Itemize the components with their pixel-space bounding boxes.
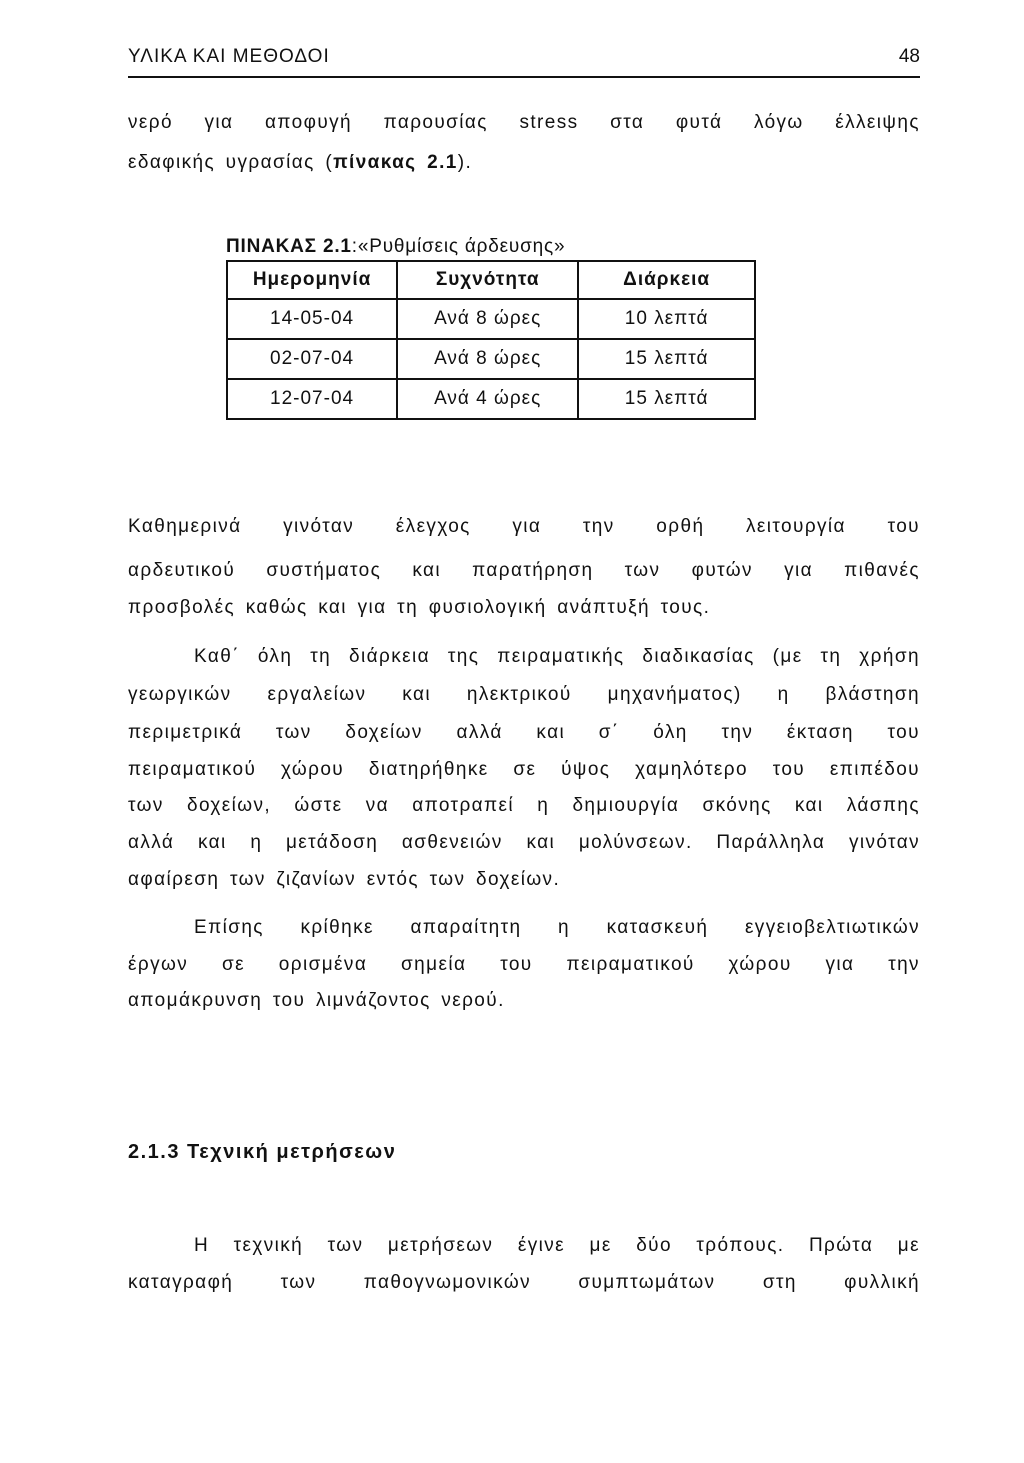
para4-line3: απομάκρυνση του λιμνάζοντος νερού. bbox=[128, 990, 505, 1011]
word: φυλλική bbox=[844, 1272, 920, 1293]
word: Καθ΄ bbox=[194, 646, 240, 667]
word: ασθενειών bbox=[401, 832, 503, 853]
word: των bbox=[624, 560, 661, 581]
word: σε bbox=[513, 759, 537, 780]
para2-line1 bbox=[128, 516, 920, 538]
cell-date: 14-05-04 bbox=[227, 299, 397, 339]
word: πειραματικού bbox=[128, 759, 257, 780]
word: δοχείων bbox=[345, 722, 423, 743]
table-reference: πίνακας 2.1 bbox=[333, 152, 458, 173]
word: εγγειοβελτιωτικών bbox=[744, 917, 920, 938]
word: Παράλληλα bbox=[716, 832, 826, 853]
word: και bbox=[526, 832, 556, 853]
word: κατασκευή bbox=[606, 917, 709, 938]
word: μηχανήματος) bbox=[607, 684, 742, 705]
word: όλη bbox=[653, 722, 688, 743]
word: έλλειψης bbox=[835, 112, 920, 133]
word: δύο bbox=[636, 1235, 672, 1256]
word: ύψος bbox=[561, 759, 611, 780]
word: κρίθηκε bbox=[300, 917, 374, 938]
word: η bbox=[777, 684, 790, 705]
word: με bbox=[589, 1235, 612, 1256]
word: τεχνική bbox=[233, 1235, 304, 1256]
para4-line2 bbox=[128, 954, 920, 976]
word: ορισμένα bbox=[278, 954, 368, 975]
word: διάρκεια bbox=[349, 646, 430, 667]
para1-line2-text: εδαφικής υγρασίας ( bbox=[128, 152, 334, 173]
word: η bbox=[537, 795, 550, 816]
cell-date: 02-07-04 bbox=[227, 339, 397, 379]
header-duration: Διάρκεια bbox=[578, 261, 755, 299]
word: πιθανές bbox=[844, 560, 920, 581]
word: αρδευτικού bbox=[128, 560, 236, 581]
word: τη bbox=[310, 646, 332, 667]
para3-line2 bbox=[128, 684, 920, 706]
word: με bbox=[897, 1235, 920, 1256]
para5-line2 bbox=[128, 1272, 920, 1294]
word: γινόταν bbox=[848, 832, 920, 853]
word: ηλεκτρικού bbox=[466, 684, 572, 705]
para1-line1 bbox=[128, 112, 920, 134]
word: και bbox=[536, 722, 566, 743]
cell-frequency: Ανά 8 ώρες bbox=[397, 339, 578, 379]
para3-line5 bbox=[128, 795, 920, 817]
word: διατηρήθηκε bbox=[368, 759, 489, 780]
word: stress bbox=[519, 112, 579, 133]
table-row bbox=[227, 339, 755, 379]
header-date: Ημερομηνία bbox=[227, 261, 397, 299]
word: δημιουργία bbox=[572, 795, 680, 816]
table-caption bbox=[226, 236, 565, 258]
word: η bbox=[558, 917, 571, 938]
word: αποτραπεί bbox=[412, 795, 515, 816]
word: παθογνωμονικών bbox=[363, 1272, 531, 1293]
word: σκόνης bbox=[702, 795, 772, 816]
word: έλεγχος bbox=[395, 516, 471, 537]
para3-line3 bbox=[128, 722, 920, 744]
word: για bbox=[512, 516, 542, 537]
page-number: 48 bbox=[898, 46, 920, 67]
para4-line1 bbox=[194, 917, 920, 939]
word: απαραίτητη bbox=[410, 917, 522, 938]
cell-date: 12-07-04 bbox=[227, 379, 397, 419]
word: την bbox=[582, 516, 615, 537]
word: σε bbox=[221, 954, 245, 975]
word: πειραματικού bbox=[566, 954, 695, 975]
para3-line6 bbox=[128, 832, 920, 854]
word: γεωργικών bbox=[128, 684, 232, 705]
word: μολύνσεων. bbox=[578, 832, 693, 853]
word: χρήση bbox=[859, 646, 920, 667]
word: την bbox=[888, 954, 920, 975]
word: έγινε bbox=[517, 1235, 565, 1256]
table-row bbox=[227, 299, 755, 339]
word: των bbox=[275, 722, 312, 743]
word: των bbox=[280, 1272, 317, 1293]
word: Πρώτα bbox=[808, 1235, 874, 1256]
word: να bbox=[365, 795, 389, 816]
word: έκταση bbox=[786, 722, 854, 743]
word: σ΄ bbox=[598, 722, 620, 743]
word: έργων bbox=[128, 954, 189, 975]
word: του bbox=[887, 516, 920, 537]
word: χαμηλότερο bbox=[635, 759, 748, 780]
cell-duration: 10 λεπτά bbox=[578, 299, 755, 339]
word: αλλά bbox=[128, 832, 175, 853]
word: πειραματικής bbox=[497, 646, 625, 667]
word: καταγραφή bbox=[128, 1272, 234, 1293]
word: συστήματος bbox=[266, 560, 382, 581]
para3-line4 bbox=[128, 759, 920, 781]
word: σημεία bbox=[401, 954, 467, 975]
para2-line2 bbox=[128, 560, 920, 582]
irrigation-table bbox=[226, 260, 756, 420]
table-caption-label: ΠΙΝΑΚΑΣ 2.1 bbox=[226, 236, 352, 257]
word: για bbox=[784, 560, 813, 581]
word: χώρου bbox=[728, 954, 792, 975]
word: παρουσίας bbox=[383, 112, 488, 133]
word: στη bbox=[762, 1272, 797, 1293]
word: γινόταν bbox=[283, 516, 355, 537]
word: λειτουργία bbox=[746, 516, 846, 537]
word: συμπτωμάτων bbox=[578, 1272, 716, 1293]
word: Επίσης bbox=[194, 917, 264, 938]
para3-line1 bbox=[194, 646, 920, 668]
word: και bbox=[402, 684, 431, 705]
word: χώρου bbox=[281, 759, 345, 780]
word: αποφυγή bbox=[265, 112, 352, 133]
word: εργαλείων bbox=[267, 684, 367, 705]
para1-line2 bbox=[128, 152, 920, 174]
word: του bbox=[772, 759, 806, 780]
word: (με bbox=[772, 646, 803, 667]
word: βλάστηση bbox=[825, 684, 920, 705]
cell-frequency: Ανά 4 ώρες bbox=[397, 379, 578, 419]
word: όλη bbox=[257, 646, 293, 667]
word: ώστε bbox=[294, 795, 343, 816]
word: λάσπης bbox=[846, 795, 920, 816]
word: για bbox=[204, 112, 234, 133]
word: την bbox=[721, 722, 754, 743]
word: δοχείων, bbox=[187, 795, 272, 816]
cell-frequency: Ανά 8 ώρες bbox=[397, 299, 578, 339]
running-header bbox=[128, 44, 920, 78]
word: νερό bbox=[128, 112, 173, 133]
para1-line2-end: ). bbox=[457, 152, 473, 173]
word: και bbox=[794, 795, 824, 816]
word: περιμετρικά bbox=[128, 722, 243, 743]
header-frequency: Συχνότητα bbox=[397, 261, 578, 299]
word: του bbox=[500, 954, 533, 975]
word: επιπέδου bbox=[829, 759, 920, 780]
word: στα bbox=[610, 112, 645, 133]
cell-duration: 15 λεπτά bbox=[578, 379, 755, 419]
para5-line1 bbox=[194, 1235, 920, 1257]
word: για bbox=[825, 954, 855, 975]
word: διαδικασίας bbox=[642, 646, 755, 667]
word: των bbox=[327, 1235, 364, 1256]
word: μετάδοση bbox=[285, 832, 379, 853]
word: και bbox=[197, 832, 227, 853]
word: Καθημερινά bbox=[128, 516, 242, 537]
section-heading: 2.1.3 Τεχνική μετρήσεων bbox=[128, 1141, 397, 1163]
table-row bbox=[227, 379, 755, 419]
table-header-row bbox=[227, 261, 755, 299]
word: μετρήσεων bbox=[387, 1235, 494, 1256]
para3-line7: αφαίρεση των ζιζανίων εντός των δοχείων. bbox=[128, 869, 561, 890]
table-caption-text: :«Ρυθμίσεις άρδευσης» bbox=[351, 236, 566, 257]
cell-duration: 15 λεπτά bbox=[578, 339, 755, 379]
word: τρόπους. bbox=[696, 1235, 785, 1256]
word: της bbox=[447, 646, 480, 667]
word: φυτά bbox=[675, 112, 723, 133]
word: των bbox=[128, 795, 164, 816]
word: ορθή bbox=[656, 516, 705, 537]
word: και bbox=[412, 560, 441, 581]
para2-line3: προσβολές καθώς και για τη φυσιολογική ανάπτυξή τους. bbox=[128, 597, 711, 618]
word: φυτών bbox=[691, 560, 753, 581]
word: τη bbox=[820, 646, 842, 667]
word: η bbox=[250, 832, 263, 853]
word: αλλά bbox=[456, 722, 503, 743]
word: του bbox=[887, 722, 920, 743]
word: λόγω bbox=[753, 112, 804, 133]
word: Η bbox=[194, 1235, 210, 1256]
chapter-title: ΥΛΙΚΑ ΚΑΙ ΜΕΘΟΔΟΙ bbox=[128, 46, 330, 67]
word: παρατήρηση bbox=[472, 560, 594, 581]
